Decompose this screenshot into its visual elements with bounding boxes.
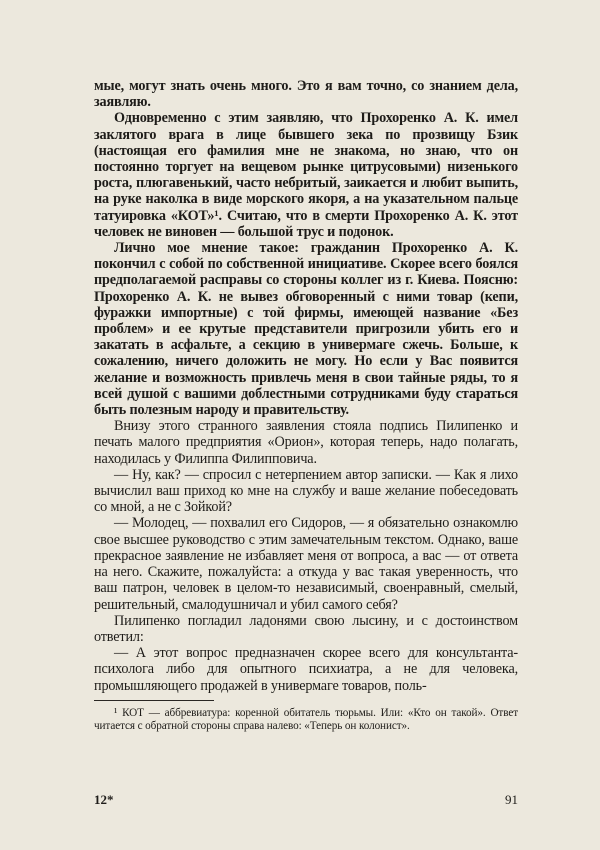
page-number: 91 xyxy=(505,792,518,807)
paragraph-2: Одновременно с этим заявляю, что Прохоренко А. К. имел заклятого врага в лице бывшего зека по прозвищу Бзик (настоящая его фамилия мне не знакома, но знаю, что он постоянно торгует на вещевом рынке цитрусовыми) низенького роста, плюгавенький, часто небритый, заикается и любит выпить, на руке наколка в виде морского якоря, а на указательном пальце татуировка «КОТ»¹. Считаю, что в смерти Прохоренко А. К. этот человек не виновен — большой трус и подонок. xyxy=(94,110,518,240)
paragraph-6: — Молодец, — похвалил его Сидоров, — я обязательно ознакомлю свое высшее руководство с этим замечательным текстом. Однако, ваше прекрасное заявление не избавляет меня от вопроса, а вас — от ответа на него. Скажите, пожалуйста: а откуда у вас такая уверенность, что ваш патрон, человек в целом-то независимый, своенравный, смелый, решительный, смалодушничал и убил самого себя? xyxy=(94,515,518,613)
signature-mark: 12* xyxy=(94,792,114,807)
paragraph-1: мые, могут знать очень много. Это я вам точно, со знанием дела, заявляю. xyxy=(94,78,518,111)
paragraph-8: — А этот вопрос предназначен скорее всего для консультанта-психолога либо для опытного психиатра, а не для человека, промышляющего продажей в универмаге товаров, поль- xyxy=(94,645,518,694)
footnote-divider xyxy=(94,700,214,701)
footnote-1: ¹ КОТ — аббревиатура: коренной обитатель тюрьмы. Или: «Кто он такой». Ответ читается с обратной стороны справа налево: «Теперь он колонист». xyxy=(94,706,518,732)
paragraph-4: Внизу этого странного заявления стояла подпись Пилипенко и печать малого предприятия «Орион», которая теперь, надо полагать, находилась у Филиппа Филипповича. xyxy=(94,418,518,467)
footnotes xyxy=(94,707,518,733)
paragraph-3: Лично мое мнение такое: гражданин Прохоренко А. К. покончил с собой по собственной инициативе. Скорее всего боялся предполагаемой расправы со стороны коллег из г. Киева. Поясню: Прохоренко А. К. не вывез обговоренный с ними товар (кепи, фуражки импортные) с той фирмы, имеющей название «Без проблем» и ее крутые представители пригрозили убить его и закатать в асфальте, а секцию в универмаге сжечь. Больше, к сожалению, ничего доложить не могу. Но если у Вас появится желание и возможность привлечь меня в свои тайные ряды, то я всей душой с вашими доблестными сотрудниками буду стараться быть полезным народу и правительству. xyxy=(94,240,518,419)
paragraph-5: — Ну, как? — спросил с нетерпением автор записки. — Как я лихо вычислил ваш приход ко мне на службу и ваше желание побеседовать со мной, а не с Зойкой? xyxy=(94,466,518,516)
main-text xyxy=(94,78,518,694)
paragraph-7: Пилипенко погладил ладонями свою лысину, и с достоинством ответил: xyxy=(94,612,518,645)
